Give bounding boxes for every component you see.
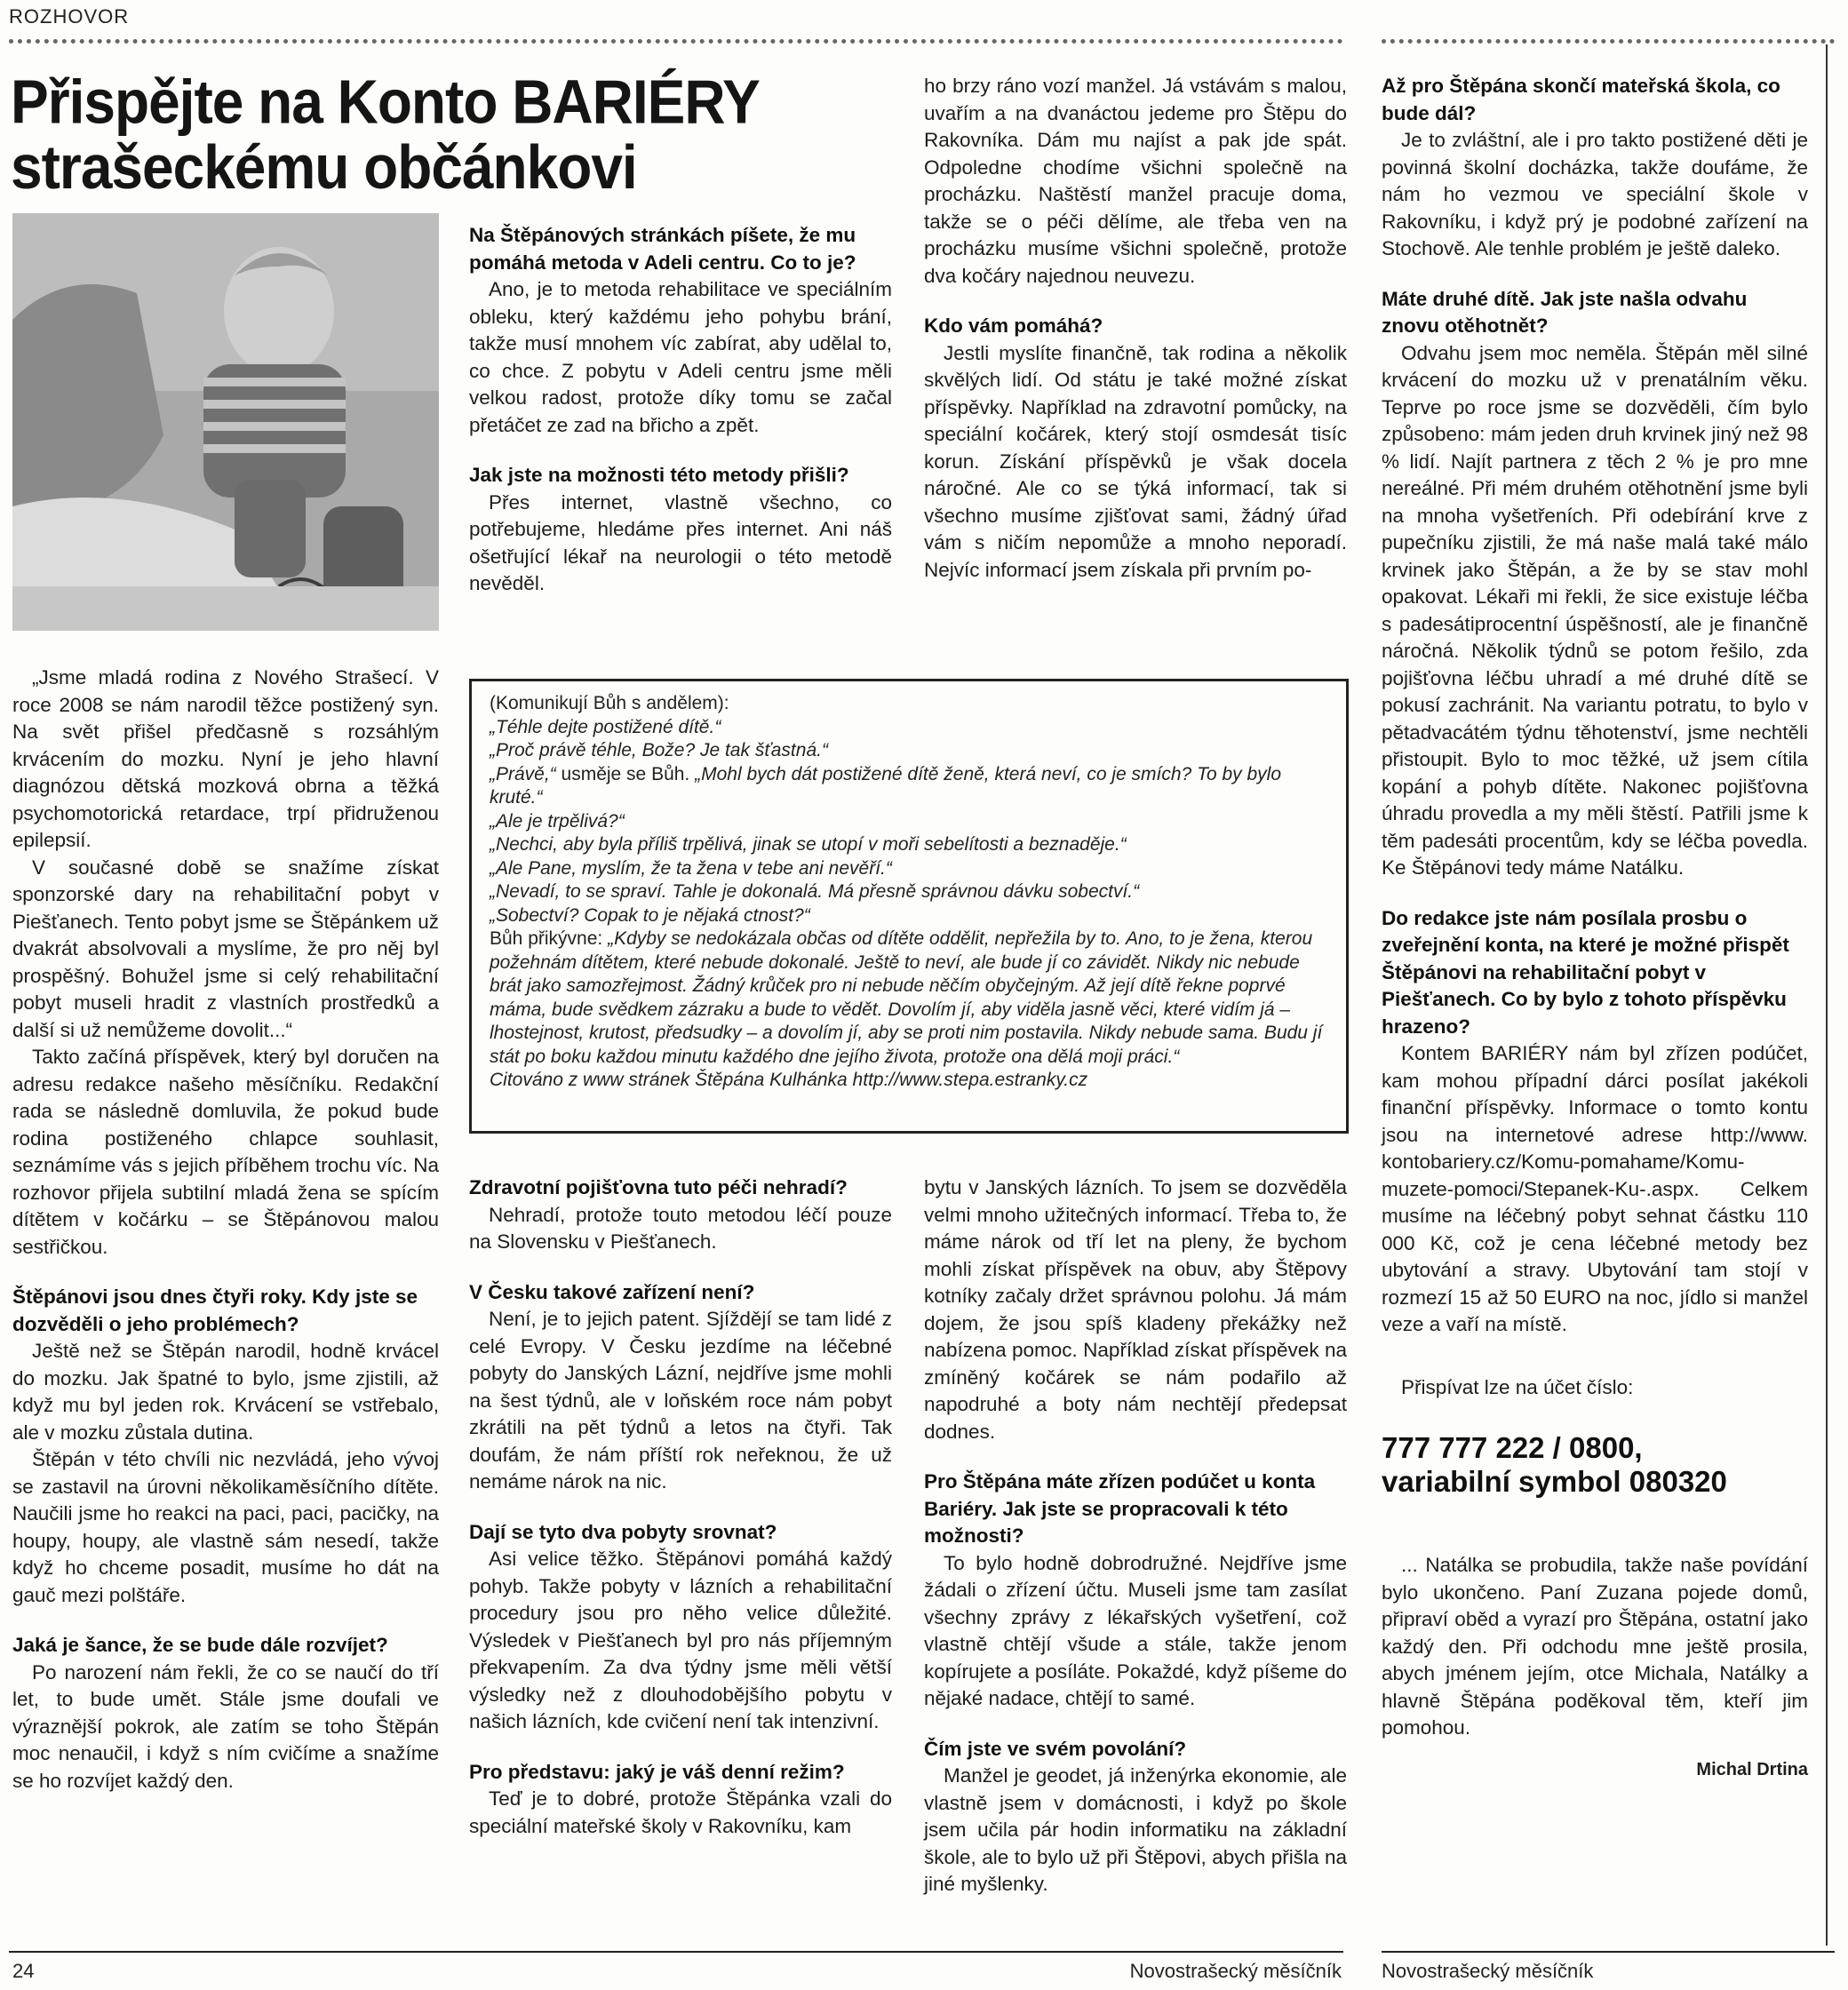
interview-question: Zdravotní pojišťovna tuto péči nehradí? xyxy=(469,1176,848,1198)
quote-line: „Kdyby se nedokázala občas od dítěte oddělit, nepřežila by to. Ano, to je žena, kterou požehnám dítětem, které nebude dokonalé. Ještě to neví, ale bude jí co závidět. Nikdy nic nebude brát jako samozřejmost. Žádný krůček pro ni nebude něčím obyčejným. Až její dítě řekne poprvé máma, bude svědkem zázraku a bude to vědět. Dovolím jí, aby viděla jasně věci, které vidím já – lhostejnost, krutost, předsudky – a dovolím jí, aby se proti nim postavila. Nikdy nebude sama. Budu jí stát po boku každou minutu každého dne jejího života, protože ona dělá moji práci.“ xyxy=(490,928,1323,1067)
quote-line: „Nechci, aby byla příliš trpělivá, jinak se utopí v moři sebelítosti a beznaděje.“ xyxy=(490,834,1127,855)
interview-question: Kdo vám pomáhá? xyxy=(924,314,1103,337)
headline-line-2: strašeckému občánkovi xyxy=(11,132,637,203)
photo-child-rehabilitation xyxy=(12,213,439,631)
intro-paragraph: V současné době se snažíme získat sponzorské dary na rehabilitační pobyt v Piešťanech. Tento pobyt jsme se Štěpánkem už dvakrát absolvovali a myslíme, že pro něj byl prospěšný. Bohužel jsme si celý rehabilitační pobyt museli hradit z vlastních prostředků a další si už nemůžeme dovolit...“ xyxy=(12,856,439,1041)
top-dotted-rule xyxy=(9,39,1343,44)
interview-question: V Česku takové zařízení není? xyxy=(469,1280,755,1303)
interview-answer: Asi velice těžko. Štěpánovi pomáhá každý pohyb. Takže pobyty v lázních a rehabilitační procedury jsou pro něho velice důležité. Výsledek v Piešťanech byl pro nás příjemným překvapením. Za dva týdny jsme měli větší výsledky než z dlouhodobějšího pobytu v našich lázních, kde cvičení není tak intenzivní. xyxy=(469,1548,892,1732)
interview-answer: To bylo hodně dobrodružné. Nejdříve jsme žádali o zřízení účtu. Museli jsme tam zasílat všechny zprávy z lékařských vyšetření, což vlastně chtějí všude a stále, takže jenom kopírujete a posíláte. Pokaždé, když píšeme do nějaké nadace, chtějí to samé. xyxy=(924,1551,1347,1709)
quote-line: „Sobectví? Copak to je nějaká ctnost?“ xyxy=(490,904,810,926)
quote-line: „Téhle dejte postižené dítě.“ xyxy=(490,716,721,737)
quote-line: „Ale je trpělivá?“ xyxy=(490,810,625,832)
interview-answer: ho brzy ráno vozí manžel. Já vstávám s malou, uvařím a na dvanáctou jedeme pro Štěpu do Rakovníka. Dám mu najíst a pak jde spát. Odpoledne chodíme všichni společně na procházku. Naštěstí manžel pracuje doma, takže se o péči dělíme, ale třeba ven na procházku musíme všichni společně, protože dva kočáry najednou neuvezu. xyxy=(924,75,1347,287)
interview-answer: Přes internet, vlastně všechno, co potřebujeme, hledáme přes internet. Ani náš ošetřující lékař na neurologii o této metodě nevěděl. xyxy=(469,490,892,594)
headline-line-1: Přispějte na Konto BARIÉRY xyxy=(11,67,760,137)
top-dotted-rule-right xyxy=(1382,39,1835,44)
quote-line: Bůh přikývne: xyxy=(490,928,609,949)
closing-paragraph: ... Natálka se probudila, takže naše povídání bylo ukončeno. Paní Zuzana pojede domů, připraví oběd a vyrazí pro Štěpána, ostatní jako každý den. Při odchodu mne ještě prosila, abych jménem jejím, otce Michala, Natálky a hlavně Štěpána poděkoval těm, kteří jim pomohou. xyxy=(1382,1554,1808,1739)
interview-question: Na Štěpánových stránkách píšete, že mu pomáhá metoda v Adeli centru. Co to je? xyxy=(469,224,856,274)
interview-answer: Je to zvláštní, ale i pro takto postižené děti je povinná školní docházka, takže doufáme, že nám ho vezmou ve speciální škole v Rakovníku, i když prý je podobné zařízení na Stochově. Ale tenhle problém je ještě daleko. xyxy=(1382,129,1808,259)
interview-answer: Jestli myslíte finančně, tak rodina a několik skvělých lidí. Od státu je také možné získat příspěvky. Například na zdravotní pomůcky, na speciální kočárek, který stojí osmdesát tisíc korun. Získání příspěvků je však docela náročné. Ale co se týká informací, tak si všechno musíme zjišťovat sami, žádný úřad vám s ničím nepomůže a mnoho neporadí. Nejvíc informací jsem získala při prvním po- xyxy=(924,341,1347,581)
column-divider xyxy=(1826,44,1828,1946)
section-tag: ROZHOVOR xyxy=(9,5,130,28)
magazine-name-right: Novostrašecký měsíčník xyxy=(1382,1960,1594,1982)
interview-question: Štěpánovi jsou dnes čtyři roky. Kdy jste se dozvěděli o jeho problémech? xyxy=(12,1286,418,1335)
interview-question: Máte druhé dítě. Jak jste našla odvahu znovu otěhotnět? xyxy=(1382,287,1748,337)
interview-answer: Teď je to dobré, protože Štěpánka vzali do speciální mateřské školy v Rakovníku, kam xyxy=(469,1787,892,1837)
photo-image xyxy=(12,213,439,631)
magazine-name-left: Novostrašecký měsíčník xyxy=(1129,1960,1342,1982)
interview-question: Až pro Štěpána skončí mateřská škola, co bude dál? xyxy=(1382,75,1780,124)
intro-paragraph: „Jsme mladá rodina z Nového Strašecí. V roce 2008 se nám narodil těžce postižený syn. Na svět přišel předčasně s rozsáhlým krvácením do mozku. Nyní je jeho hlavní diagnózou dětská mozková obrna a těžká psychomotorická retardace, trpí přidruženou epilepsií. xyxy=(12,666,439,851)
contribute-label: Přispívat lze na účet číslo: xyxy=(1401,1375,1634,1398)
column-3-top xyxy=(924,73,1347,584)
interview-question: Dají se tyto dva pobyty srovnat? xyxy=(469,1520,777,1543)
interview-question: Pro Štěpána máte zřízen podúčet u konta Bariéry. Jak jste se propracovali k této možnosti? xyxy=(924,1470,1316,1547)
interview-answer: Manžel je geodet, já inženýrka ekonomie, ale vlastně jsem v domácnosti, i když po škole jsem učila pár hodin informatiku na základní škole, ale to bylo už při Štěpovi, abych přišla na jiné myšlenky. xyxy=(924,1764,1347,1895)
interview-answer: Ještě než se Štěpán narodil, hodně krvácel do mozku. Jak špatné to bylo, jsme zjistili, až když mu byl jeden rok. Krvácení se vstřebalo, ale v mozku zůstala dutina. xyxy=(12,1340,439,1444)
column-4 xyxy=(1382,73,1808,1783)
column-3-bottom xyxy=(924,1174,1347,1898)
interview-question: Do redakce jste nám posílala prosbu o zveřejnění konta, na které je možné přispět Štěpánovi na rehabilitační pobyt v Piešťanech. Co by bylo z tohoto příspěvku hrazeno? xyxy=(1382,906,1789,1038)
column-2-bottom xyxy=(469,1174,892,1840)
column-2-top xyxy=(469,222,892,598)
interview-answer: Nehradí, protože touto metodou léčí pouze na Slovensku v Piešťanech. xyxy=(469,1203,892,1253)
interview-answer: Kontem BARIÉRY nám byl zřízen podúčet, kam mohou případní dárci posílat jakékoli finanční příspěvky. Informace o tomto kontu jsou na internetové adrese http://www. kontobariery.cz/Komu-pomahame/Komu-muzete-pomoci/Stepanek-Ku-.aspx. Celkem musíme na léčebný pobyt sehnat částku 110 000 Kč, což je cena léčebné metody bez ubytování a stravy. Ubytování tam stojí v rozmezí 15 až 50 EURO na noc, jídlo si manžel veze a vaří na místě. xyxy=(1382,1042,1808,1335)
author-signature: Michal Drtina xyxy=(1696,1759,1808,1779)
quote-line: „Ale Pane, myslím, že ta žena v tebe ani nevěří.“ xyxy=(490,857,892,879)
headline xyxy=(11,67,793,203)
footer-rule-right xyxy=(1382,1951,1835,1953)
interview-answer: Po narození nám řekli, že co se naučí do tří let, to bude umět. Stále jsme doufali ve výraznější pokrok, ale zatím se toho Štěpán moc nenaučil, i když s ním cvičíme a snažíme se ho rozvíjet každý den. xyxy=(12,1660,439,1792)
footer-rule xyxy=(9,1951,1343,1953)
quote-line: (Komunikují Bůh s andělem): xyxy=(490,693,729,713)
intro-paragraph: Takto začíná příspěvek, který byl doručen na adresu redakce našeho měsíčníku. Redakční rada se následně domluvila, že pokud bude rodina postiženého chlapce souhlasit, seznámíme vás s jejich příběhem trochu víc. Na rozhovor přijela subtilní mladá žena se spícím dítětem v kočárku – se Štěpánovou malou sestřičkou. xyxy=(12,1046,439,1258)
quote-line: „Mohl bych dát postižené dítě ženě, která neví, co je smích? To by bylo kruté.“ xyxy=(490,763,1282,808)
quote-line: usměje se Bůh. xyxy=(555,763,696,784)
interview-answer: Odvahu jsem moc neměla. Štěpán měl silné krvácení do mozku už v prenatálním věku. Teprve po roce jsme se dozvěděli, čím bylo způsobeno: mám jeden druh krvinek jiný než 98 % lidí. Najít partnera z těch 2 % je pro mne nereálné. Při mém druhém otěhotnění jsme byli na mnoha vyšetřeních. Při odebírání krve z pupečníku zjistili, že má naše malá také málo krvinek jako Štěpán, a že by se stav mohl opakovat. Lékaři mi řekli, že sice existuje léčba s padesátiprocentní úspěšností, ale je finančně náročná. Několik týdnů se potom řešilo, zda pojišťovna léčbu uhradí a mé druhé dítě se pokusí zachránit. Na variantu potratu, to bylo v pětadvacátém týdnu těhotenství, jsme nechtěli přistoupit. Bylo to moc těžké, už jsem cítila kopání a pohyb dítěte. Nakonec pojišťovna úhradu provedla a my měli štěstí. Patřili jsme k těm padesáti procentům, kdy se léčba povedla. Ke Štěpánovi tedy máme Natálku. xyxy=(1382,341,1808,879)
quote-source: Citováno z www stránek Štěpána Kulhánka http://www.stepa.estranky.cz xyxy=(490,1070,1088,1090)
interview-question: Jak jste na možnosti této metody přišli? xyxy=(469,464,849,486)
interview-answer: Není, je to jejich patent. Sjíždějí se tam lidé z celé Evropy. V Česku jezdíme na léčebné pobyty do Janských Lázní, nejdříve jsme mohli na šest týdnů, ale v loňském roce nám pobyt zkrátili na pět týdnů a letos na čtyři. Tak doufám, že nám příští rok neřeknou, že už nemáme nárok na nic. xyxy=(469,1308,892,1492)
intro-text xyxy=(12,665,439,1795)
interview-answer: bytu v Janských lázních. To jsem se dozvěděla velmi mnoho užitečných informací. Třeba to, že máme nárok od tří let na pleny, že bychom mohli získat příspěvek na obuv, aby Štěpovy kotníky začaly držet správnou polohu. Já mám dojem, že jsou spíš kladeny překážky než nabízena pomoc. Například získat příspěvek na zmíněný kočárek se nám podařilo až napodruhé a boty nám nechtějí předepsat dodnes. xyxy=(924,1176,1347,1443)
page-number: 24 xyxy=(12,1960,35,1982)
interview-question: Pro představu: jaký je váš denní režim? xyxy=(469,1760,845,1783)
quote-box xyxy=(469,679,1349,1134)
interview-question: Jaká je šance, že se bude dále rozvíjet? xyxy=(12,1634,388,1656)
interview-question: Čím jste ve svém povolání? xyxy=(924,1737,1187,1760)
quote-line: „Nevadí, to se spraví. Tahle je dokonalá. Má přesně správnou dávku sobectví.“ xyxy=(490,881,1140,902)
quote-line: „Proč právě téhle, Bože? Je tak šťastná.“ xyxy=(490,740,828,760)
interview-answer: Ano, je to metoda rehabilitace ve speciálním obleku, který každému jeho pohybu brání, takže musí mnohem víc zabírat, aby udělal to, co chce. Z pobytu v Adeli centru jsme měli velkou radost, protože díky tomu se začal přetáčet ze zad na břicho a zpět. xyxy=(469,278,892,436)
quote-line: „Právě,“ xyxy=(490,763,556,784)
variable-symbol: variabilní symbol 080320 xyxy=(1382,1465,1727,1498)
interview-answer: Štěpán v této chvíli nic nezvládá, jeho vývoj se zastavil na úrovni několikaměsíčního dítěte. Naučili jsme ho reakci na paci, paci, pacičky, na houpy, houpy, ale vlastně sám nesedí, takže když ho chceme posadit, musíme ho dát na gauč mezi polštáře. xyxy=(12,1448,439,1606)
account-number: 777 777 222 / 0800, xyxy=(1382,1431,1643,1464)
